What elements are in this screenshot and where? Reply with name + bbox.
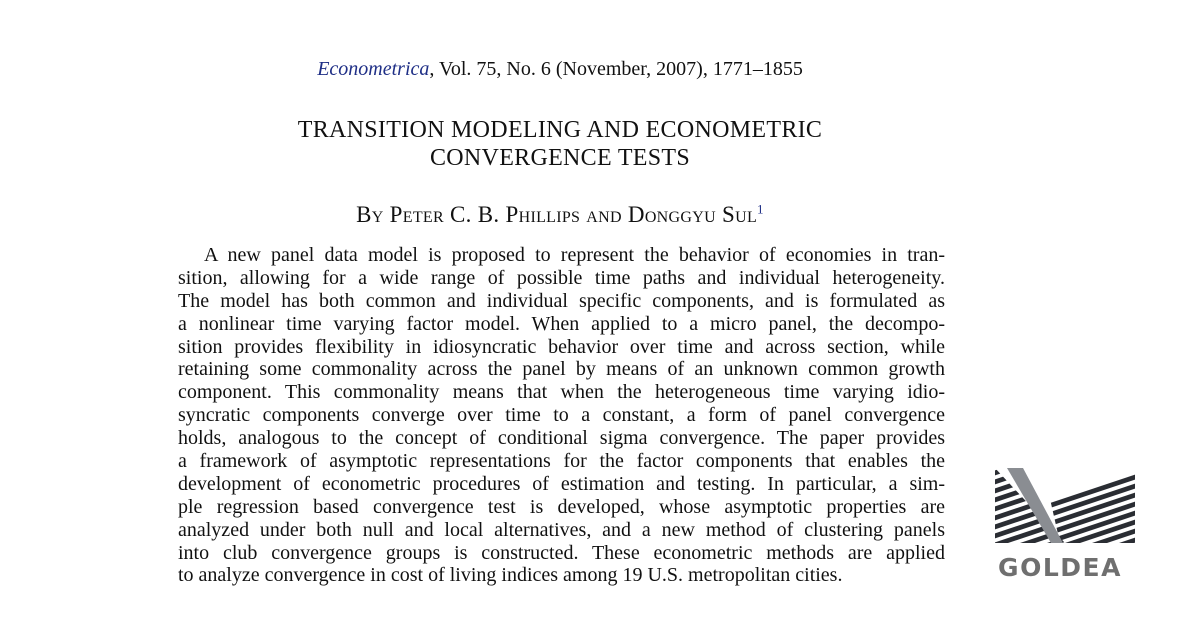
goldea-logo-text: GOLDEA <box>998 553 1122 582</box>
author-names: By Peter C. B. Phillips and Donggyu Sul <box>356 202 758 227</box>
paper-title-line-2: CONVERGENCE TESTS <box>429 145 690 171</box>
abstract-line: A new panel data model is proposed to represent the behavior of economies in tran- <box>204 244 945 266</box>
abstract-line: sition provides flexibility in idiosyncratic behavior over time and across section, while <box>178 335 945 358</box>
abstract-line: a framework of asymptotic representations for the factor components that enables the <box>178 450 945 473</box>
paper-title <box>0 116 1120 172</box>
abstract-line: holds, analogous to the concept of conditional sigma convergence. The paper provides <box>178 427 945 450</box>
goldea-striped-x-icon <box>985 458 1135 553</box>
abstract <box>178 244 945 587</box>
abstract-line: development of econometric procedures of estimation and testing. In particular, a sim- <box>178 472 945 495</box>
citation-details: , Vol. 75, No. 6 (November, 2007), 1771–1855 <box>429 58 803 80</box>
journal-name-link[interactable]: Econometrica <box>317 58 430 80</box>
abstract-line: to analyze convergence in cost of living indices among 19 U.S. metropolitan cities. <box>178 564 843 587</box>
abstract-line: ple regression based convergence test is developed, whose asymptotic properties are <box>178 495 945 518</box>
abstract-line: component. This commonality means that when the heterogeneous time varying idio- <box>178 381 945 404</box>
abstract-line: analyzed under both null and local alternatives, and a new method of clustering panels <box>178 518 945 541</box>
abstract-line: retaining some commonality across the panel by means of an unknown common growth <box>178 358 945 381</box>
abstract-line: The model has both common and individual specific components, and is formulated as <box>178 289 945 312</box>
paper-title-line-1: TRANSITION MODELING AND ECONOMETRIC <box>297 117 823 143</box>
abstract-line: syncratic components converge over time to a constant, a form of panel convergence <box>178 404 945 427</box>
journal-citation <box>0 57 1120 81</box>
abstract-line: into club convergence groups is constructed. These econometric methods are applied <box>178 541 945 564</box>
abstract-line: sition, allowing for a wide range of possible time paths and individual heterogeneity. <box>178 266 945 289</box>
footnote-marker-link[interactable]: 1 <box>757 201 764 217</box>
logo-stripe <box>985 458 1135 483</box>
author-byline <box>0 200 1120 230</box>
abstract-line: a nonlinear time varying factor model. When applied to a micro panel, the decompo- <box>178 312 945 335</box>
